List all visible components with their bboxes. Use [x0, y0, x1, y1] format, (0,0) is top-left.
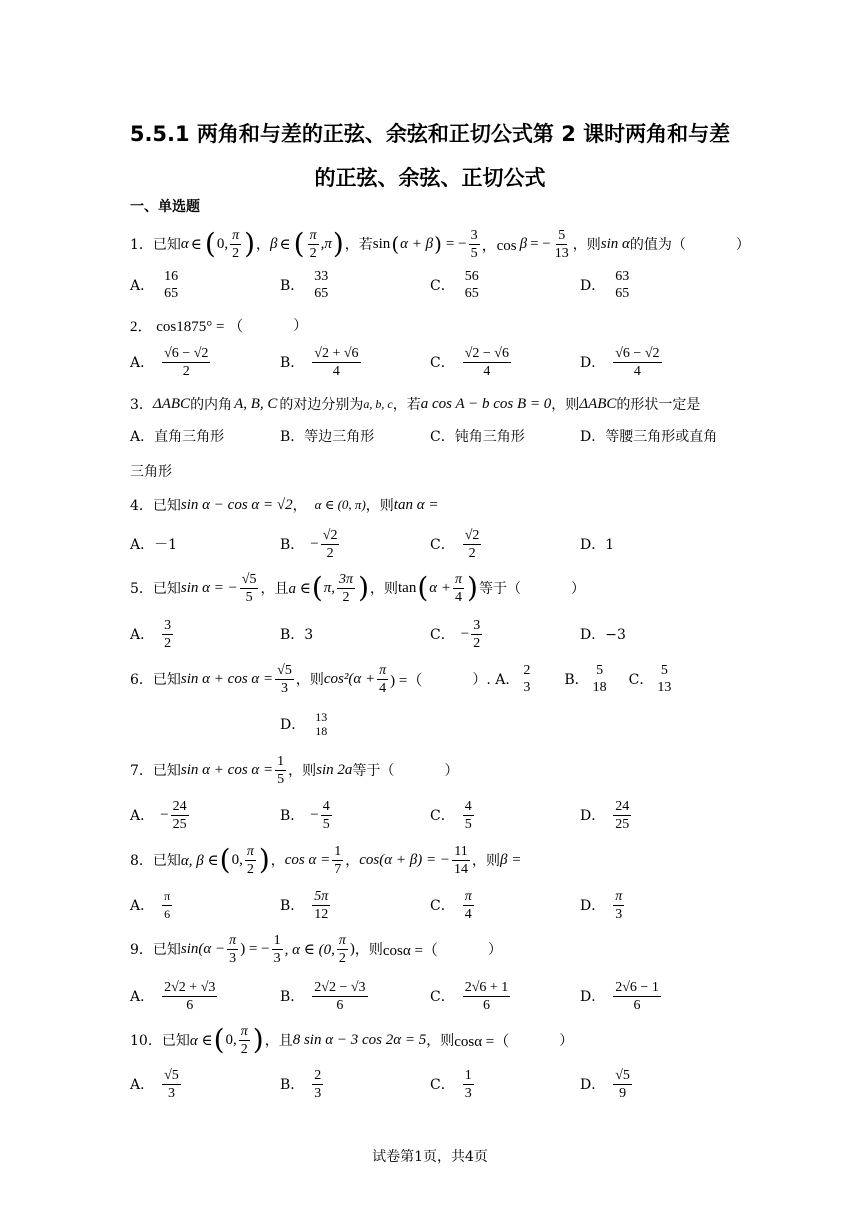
q3-number: 3． [130, 397, 153, 413]
q6-root5-over-3: $\frac{√5}{3}$ [277, 662, 292, 696]
q8-paren-open: ( [219, 843, 231, 876]
q8-option-a[interactable]: A． $\frac{\pi}{6}$ [130, 888, 171, 921]
q4-option-c[interactable]: C． $\frac{√2}{2}$ [430, 527, 480, 561]
q1-tail: 的值为（ [629, 237, 686, 253]
q8-option-d[interactable]: D． $\frac{\pi}{3}$ [580, 888, 623, 922]
q6-option-a-label[interactable]: ）. A． [472, 672, 520, 688]
q5-paren-open: ( [311, 571, 323, 604]
q10-paren-open: ( [213, 1023, 225, 1056]
q1-pi: ,π [320, 235, 332, 252]
q8-eleven-fourteenths: $\frac{11}{14}$ [453, 843, 468, 877]
question-7 [130, 750, 458, 790]
q9-close: ） [487, 942, 502, 958]
question-6 [130, 659, 675, 699]
q3-option-d-wrap: 三角形 [130, 464, 172, 480]
q3-text-1: 的内角 [190, 397, 233, 413]
q8-comma-2: ， [345, 853, 360, 869]
q8-cos-alpha: cos α = [284, 851, 331, 868]
q7-stem: 7．已知 [130, 763, 181, 779]
page-footer: 试卷第1页，共4页 [372, 1149, 488, 1165]
q5-option-c[interactable]: C． − $\frac{3}{2}$ [430, 617, 481, 651]
q1-in-2: ∈ [279, 236, 291, 253]
q8-beta: β = [499, 851, 522, 868]
q9-one-third: $\frac{1}{3}$ [273, 932, 281, 966]
q9-option-a[interactable]: A． $\frac{2√2 + √3}{6}$ [130, 979, 216, 1013]
q4-option-a[interactable]: A．－1 [130, 537, 178, 553]
q6-pi-over-4: $\frac{\pi}{4}$ [379, 662, 387, 696]
q1-option-a[interactable]: A． 16 65 [130, 269, 179, 301]
q1-pi-over-2: $\frac{\pi}{2}$ [232, 227, 240, 261]
question-10 [130, 1020, 573, 1060]
q9-range: , α ∈ (0, [284, 941, 335, 958]
q7-option-c[interactable]: C． $\frac{4}{5}$ [430, 798, 472, 832]
q8-stem: 8．已知 [130, 853, 181, 869]
q10-then: ，则 [426, 1033, 455, 1049]
q5-close: ） [570, 581, 585, 597]
q5-tan: tan [398, 579, 417, 596]
q3-condition: a cos A − b cos B = 0 [420, 395, 552, 412]
q1-pi-over-2-b: $\frac{\pi}{2}$ [309, 227, 317, 261]
q3-option-d[interactable]: D．等腰三角形或直角 [580, 429, 718, 445]
q1-beta-2: β [519, 235, 528, 252]
q5-root5-over-5: $\frac{√5}{5}$ [241, 571, 257, 605]
q8-zero: 0, [231, 851, 243, 868]
q9-option-b[interactable]: B． $\frac{2√2 - √3}{6}$ [280, 979, 366, 1013]
q7-options [130, 795, 730, 835]
q1-option-b[interactable]: B． 33 65 [280, 269, 329, 301]
q3-text-5: 的形状一定是 [616, 397, 701, 413]
q4-comma: ， [292, 498, 307, 514]
q2-option-a[interactable]: A． $\frac{√6 - √2}{2}$ [130, 345, 209, 379]
q1-sin: sin [372, 235, 391, 252]
q8-option-c[interactable]: C． $\frac{\pi}{4}$ [430, 888, 472, 922]
q5-option-d[interactable]: D．−3 [580, 627, 626, 643]
q3-option-c[interactable]: C．钝角三角形 [430, 429, 525, 445]
q5-paren-open-2: ( [417, 571, 429, 604]
q1-paren-close-3: ) [434, 232, 442, 256]
q10-and: ，且 [264, 1033, 293, 1049]
question-8 [130, 840, 521, 880]
q10-option-c[interactable]: C． $\frac{1}{3}$ [430, 1067, 472, 1101]
q2-close: ） [293, 318, 308, 334]
q6-cos-squared: cos²(α + [323, 670, 376, 687]
q1-options [130, 265, 730, 305]
q1-sin-alpha: sin α [600, 235, 630, 252]
q6-then: ，则 [295, 672, 324, 688]
q9-equals: ) = − [240, 940, 270, 957]
q6-condition: sin α + cos α = [180, 670, 274, 687]
q8-comma: ， [270, 853, 285, 869]
q4-option-b[interactable]: B． − $\frac{√2}{2}$ [280, 527, 338, 561]
q3-angles: A, B, C [234, 395, 278, 412]
q1-then: ，则 [572, 237, 601, 253]
q5-and: ，且 [260, 581, 289, 597]
q2-stem: 2． cos1875° = （ [130, 318, 244, 335]
q5-stem: 5．已知 [130, 581, 181, 597]
q3-sides: a, b, c [363, 396, 393, 411]
q10-alpha-in: α ∈ [189, 1032, 213, 1049]
q6-option-a[interactable]: 2 3 [523, 663, 531, 695]
q8-options [130, 885, 730, 925]
q3-options [130, 416, 730, 456]
q4-options [130, 524, 730, 564]
q7-condition: sin α + cos α = [180, 761, 274, 778]
q10-option-d[interactable]: D． $\frac{√5}{9}$ [580, 1067, 630, 1101]
q9-pi-over-3: $\frac{\pi}{3}$ [229, 932, 237, 966]
q9-stem: 9．已知 [130, 942, 181, 958]
question-4 [130, 494, 438, 516]
q5-alpha-plus: α + [429, 579, 452, 596]
q10-paren-close: ) [252, 1023, 264, 1056]
q1-cos: ，cos [481, 237, 517, 254]
q5-equals: 等于（ [478, 581, 521, 597]
q3-text-3: ，若 [392, 397, 421, 413]
q2-option-b[interactable]: B． $\frac{√2 + √6}{4}$ [280, 345, 359, 379]
q6-options-row-2 [130, 704, 730, 744]
question-1 [130, 224, 750, 264]
q7-option-d[interactable]: D． $\frac{24}{25}$ [580, 798, 630, 832]
q4-then: ，则 [365, 498, 394, 514]
q9-cos: cosα =（ [382, 942, 438, 959]
q10-condition: 8 sin α − 3 cos 2α = 5 [292, 1031, 427, 1048]
q9-range-close: ) [349, 940, 355, 957]
q9-then: ，则 [354, 942, 383, 958]
q1-option-c[interactable]: C． 56 65 [430, 269, 479, 301]
q7-sin2a: sin 2a [316, 761, 353, 778]
q8-pi-over-2: $\frac{\pi}{2}$ [246, 843, 254, 877]
q8-cos-sum: cos(α + β) = − [359, 851, 450, 868]
q3-text-2: 的对边分别为 [279, 397, 364, 413]
q1-option-d[interactable]: D． 63 65 [580, 269, 630, 301]
q3-triangle-2: ΔABC [579, 395, 617, 412]
q2-option-c[interactable]: C． $\frac{√2 - √6}{4}$ [430, 345, 509, 379]
q5-then: ，则 [370, 581, 398, 597]
q6-equals: ) =（ [390, 672, 423, 689]
q1-alpha-plus-beta: α + β [400, 235, 434, 252]
q10-close: ） [559, 1033, 574, 1049]
q5-paren-close: ) [358, 571, 369, 604]
question-9 [130, 929, 502, 969]
q5-option-b[interactable]: B．3 [280, 627, 314, 643]
q10-pi-over-2: $\frac{\pi}{2}$ [240, 1023, 248, 1057]
q8-option-b[interactable]: B． $\frac{5\pi}{12}$ [280, 888, 329, 922]
q5-sin: sin α = − [180, 579, 238, 596]
q7-one-fifth: $\frac{1}{5}$ [277, 753, 285, 787]
q1-equals-minus: = − [445, 235, 467, 252]
q7-equals: 等于（ [352, 763, 395, 779]
q4-stem: 4．已知 [130, 498, 181, 514]
q5-a-in: a ∈ [288, 580, 311, 597]
q9-pi-over-2: $\frac{\pi}{2}$ [338, 932, 346, 966]
q1-in: ∈ [190, 236, 202, 253]
q9-option-d[interactable]: D． $\frac{2√6 - 1}{6}$ [580, 979, 659, 1013]
q1-if: ，若 [344, 237, 373, 253]
q4-range: α ∈ (0, π) [314, 497, 366, 512]
q3-triangle: ΔABC [152, 395, 191, 412]
q1-paren-open-3: ( [391, 232, 400, 256]
question-2 [130, 314, 307, 336]
q3-text-4: ，则 [551, 397, 580, 413]
q10-zero: 0, [225, 1031, 237, 1048]
q5-option-a[interactable]: A． $\frac{3}{2}$ [130, 617, 172, 651]
q10-stem: 10．已知 [130, 1033, 190, 1049]
q9-sin: sin(α − [180, 940, 226, 957]
document-title-line-1: 5.5.1 两角和与差的正弦、余弦和正切公式第 2 课时两角和与差 [129, 122, 731, 146]
q6-option-c[interactable]: 5 13 [657, 663, 672, 695]
q8-then: ，则 [471, 853, 500, 869]
q2-option-d[interactable]: D． $\frac{√6 - √2}{4}$ [580, 345, 660, 379]
q1-paren-open-2: ( [293, 227, 305, 260]
q5-pi: π, [323, 579, 336, 596]
q1-paren-close: ) [244, 227, 256, 260]
section-heading: 一、单选题 [130, 199, 200, 215]
q1-frac-3-5: $\frac{3}{5}$ [470, 227, 478, 261]
q2-options [130, 342, 730, 382]
document-title-line-2: 的正弦、余弦、正切公式 [314, 166, 546, 190]
q1-alpha: α [180, 235, 189, 252]
q7-option-b[interactable]: B． − $\frac{4}{5}$ [280, 798, 330, 832]
q5-options [130, 614, 730, 654]
q1-zero: 0, [216, 235, 229, 252]
q4-tan: tan α = [393, 496, 439, 513]
q3-option-b[interactable]: B．等边三角形 [280, 429, 375, 445]
q5-paren-close-2: ) [467, 571, 478, 604]
q10-options [130, 1064, 730, 1104]
q1-paren-close-2: ) [332, 227, 344, 260]
q6-option-b-label[interactable]: B． [564, 672, 589, 688]
q7-then: ，则 [288, 763, 317, 779]
q8-paren-close: ) [258, 843, 270, 876]
q4-option-d[interactable]: D．1 [580, 537, 615, 553]
q5-3pi-over-2: $\frac{3\pi}{2}$ [339, 571, 354, 605]
q8-alpha-beta: α, β ∈ [180, 852, 219, 869]
q1-beta: β [270, 235, 278, 252]
q1-frac-5-13: $\frac{5}{13}$ [554, 227, 569, 261]
q9-option-c[interactable]: C． $\frac{2√6 + 1}{6}$ [430, 979, 509, 1013]
q1-close: ） [735, 237, 750, 253]
q5-pi-over-4: $\frac{\pi}{4}$ [455, 571, 463, 605]
q3-option-a[interactable]: A．直角三角形 [130, 429, 225, 445]
q1-paren-open: ( [204, 227, 216, 260]
q1-equals-minus-2: = − [530, 235, 551, 252]
q6-option-c-label[interactable]: C． [628, 672, 654, 688]
q7-option-a[interactable]: A． − $\frac{24}{25}$ [130, 798, 187, 832]
q10-cos: cosα =（ [454, 1033, 510, 1050]
q4-condition: sin α − cos α = √2 [180, 496, 293, 513]
q10-option-a[interactable]: A． $\frac{√5}{3}$ [130, 1067, 179, 1101]
q6-stem: 6．已知 [130, 672, 181, 688]
q10-option-b[interactable]: B． $\frac{2}{3}$ [280, 1067, 322, 1101]
q6-option-d[interactable]: D． 13 18 [280, 710, 328, 738]
question-3 [130, 393, 700, 415]
q1-stem: 1．已知 [130, 237, 181, 253]
question-5 [130, 568, 585, 608]
q8-one-seventh: $\frac{1}{7}$ [334, 843, 342, 877]
q1-comma: ， [256, 237, 271, 253]
q9-options [130, 976, 730, 1016]
q6-option-b[interactable]: 5 18 [592, 663, 607, 695]
q7-close: ） [444, 763, 459, 779]
